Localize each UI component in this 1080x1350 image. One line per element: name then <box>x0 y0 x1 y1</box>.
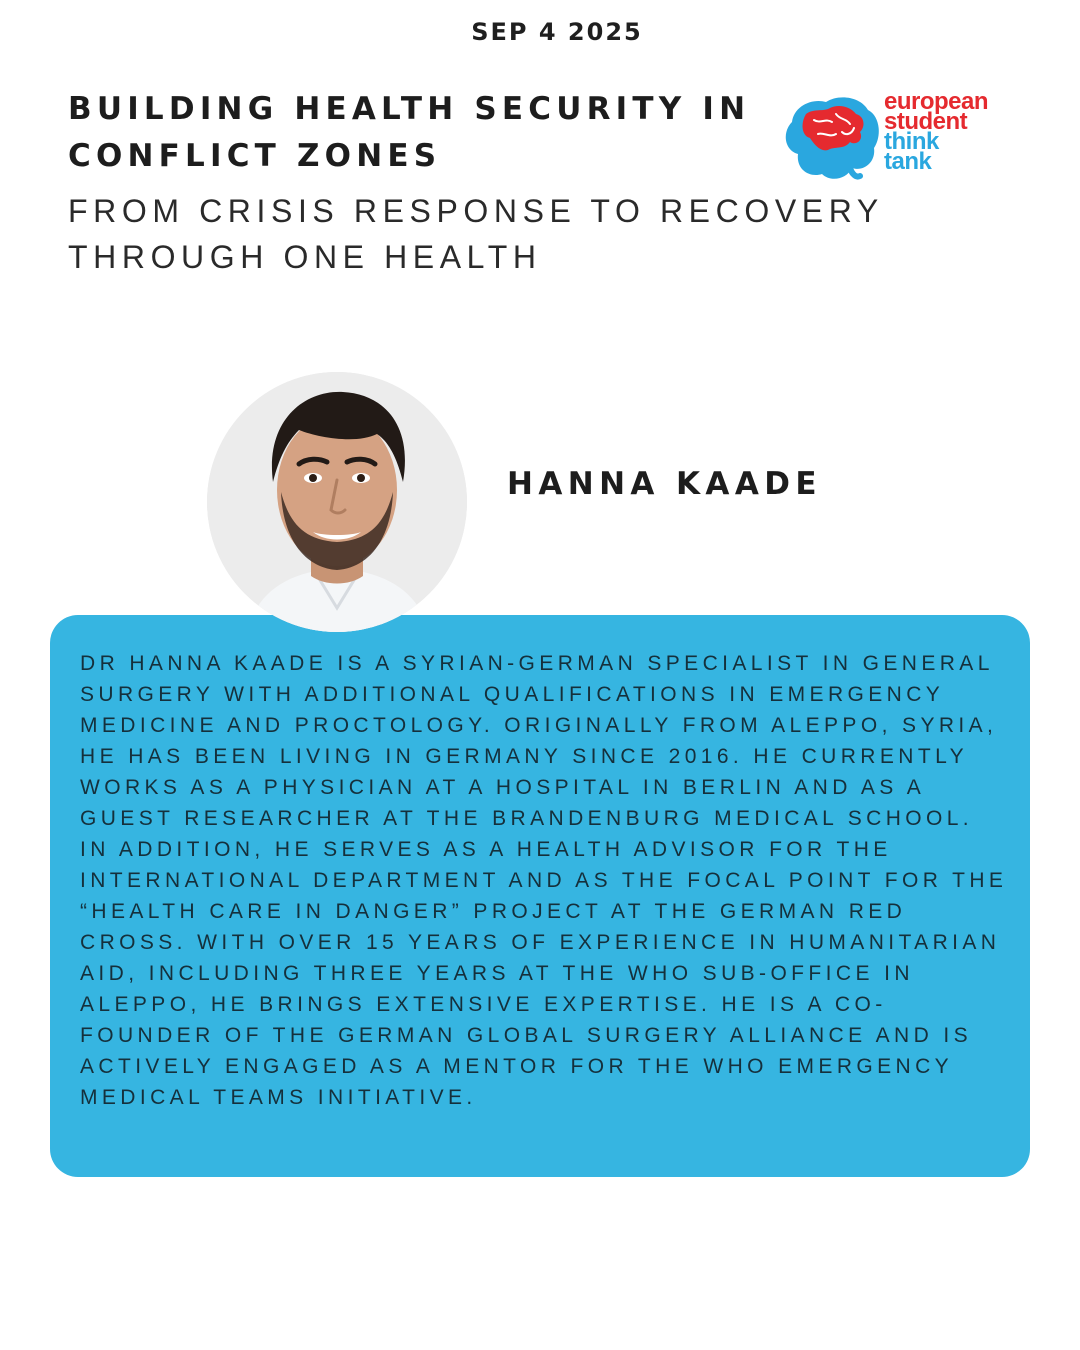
speaker-photo <box>207 372 467 632</box>
speaker-bio: DR HANNA KAADE IS A SYRIAN-GERMAN SPECIALIST IN GENERAL SURGERY WITH ADDITIONAL QUALIFICATIONS IN EMERGENCY MEDICINE AND PROCTOLOGY. ORIGINALLY FROM ALEPPO, SYRIA, HE HAS BEEN LIVING IN GERMANY SINCE 2016. HE CURRENTLY WORKS AS A PHYSICIAN AT A HOSPITAL IN BERLIN AND AS A GUEST RESEARCHER AT THE BRANDENBURG MEDICAL SCHOOL. IN ADDITION, HE SERVES AS A HEALTH ADVISOR FOR THE INTERNATIONAL DEPARTMENT AND AS THE FOCAL POINT FOR THE “HEALTH CARE IN DANGER” PROJECT AT THE GERMAN RED CROSS. WITH OVER 15 YEARS OF EXPERIENCE IN HUMANITARIAN AID, INCLUDING THREE YEARS AT THE WHO SUB-OFFICE IN ALEPPO, HE BRINGS EXTENSIVE EXPERTISE. HE IS A CO-FOUNDER OF THE GERMAN GLOBAL SURGERY ALLIANCE AND IS ACTIVELY ENGAGED AS A MENTOR FOR THE WHO EMERGENCY MEDICAL TEAMS INITIATIVE. <box>80 652 1008 1109</box>
bio-card <box>50 615 1030 1177</box>
logo-word-think: think <box>884 128 939 155</box>
logo <box>780 88 1020 184</box>
logo-word-tank: tank <box>884 148 932 175</box>
logo-word-european: european <box>884 88 989 115</box>
event-date: SEP 4 2025 <box>471 18 643 46</box>
speaker-name: HANNA KAADE <box>507 466 822 502</box>
brain-europe-map-icon <box>780 92 882 182</box>
logo-word-student: student <box>884 108 968 135</box>
event-subtitle: FROM CRISIS RESPONSE TO RECOVERY THROUGH ONE HEALTH <box>68 193 884 275</box>
logo-wordmark <box>884 88 989 175</box>
speaker-portrait-icon <box>207 372 467 632</box>
event-title: BUILDING HEALTH SECURITY IN CONFLICT ZONES <box>68 91 751 174</box>
